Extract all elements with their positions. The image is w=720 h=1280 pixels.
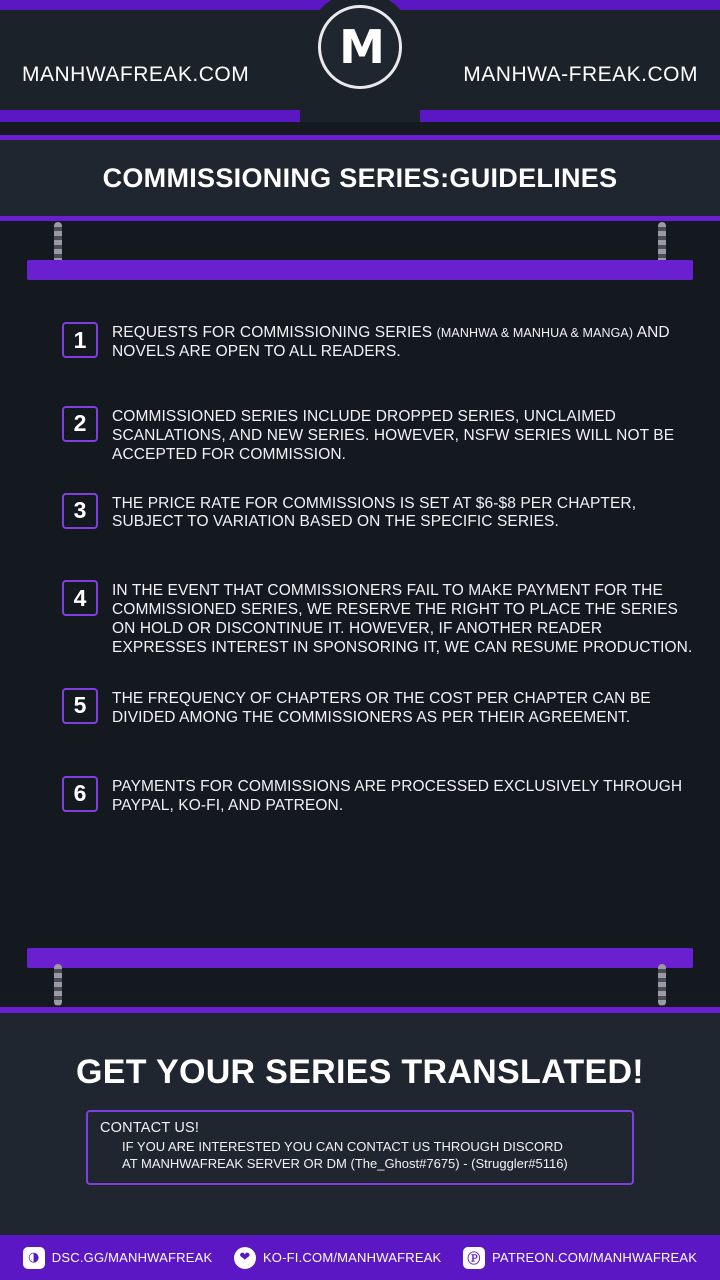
rule-text: THE FREQUENCY OF CHAPTERS OR THE COST PER CHAPTER CAN BE DIVIDED AMONG THE COMMISSIONERS AS PER THEIR AGREEMENT. [112, 689, 651, 726]
rules-list [62, 322, 708, 842]
rule-text: PAYMENTS FOR COMMISSIONS ARE PROCESSED EXCLUSIVELY THROUGH PAYPAL, KO-FI, AND PATREON. [112, 777, 683, 814]
rule-text [112, 322, 700, 362]
rule-text-part-2: AND NOVELS ARE OPEN TO ALL READERS. [112, 324, 670, 360]
rule-number: 1 [62, 322, 98, 358]
social-label-patreon: PATREON.COM/MANHWAFREAK [492, 1250, 698, 1265]
social-label-discord: DSC.GG/MANHWAFREAK [51, 1250, 213, 1265]
rule-number: 3 [62, 493, 98, 529]
list-item [62, 688, 708, 728]
divider-bar-top [27, 260, 693, 280]
social-link-patreon[interactable] [463, 1247, 697, 1269]
chain-bottom-right [658, 964, 666, 1006]
list-item [62, 776, 708, 816]
divider-bar-bottom [27, 948, 693, 968]
rule-text-part: REQUESTS FOR COMMISSIONING SERIES [112, 324, 437, 341]
rule-number: 4 [62, 580, 98, 616]
cta-title: GET YOUR SERIES TRANSLATED! [76, 1053, 644, 1091]
rule-number: 2 [62, 406, 98, 442]
list-item [62, 580, 708, 658]
list-item [62, 322, 708, 362]
contact-details [100, 1139, 620, 1173]
rule-text-note: (MANHWA & MANHUA & MANGA) [436, 326, 634, 340]
top-bar [0, 0, 720, 122]
discord-icon: ◑ [23, 1247, 45, 1269]
contact-box [86, 1110, 634, 1185]
logo-circle [318, 5, 402, 89]
list-item [62, 493, 708, 533]
contact-label: CONTACT US! [100, 1120, 200, 1136]
heading-band [0, 140, 720, 216]
site-name-left: MANHWAFREAK.COM [22, 63, 250, 86]
site-name-right: MANHWA-FREAK.COM [463, 63, 698, 86]
logo-notch [300, 110, 420, 122]
patreon-icon: Ⓟ [463, 1247, 485, 1269]
rule-number: 6 [62, 776, 98, 812]
rule-text: COMMISSIONED SERIES INCLUDE DROPPED SERIES, UNCLAIMED SCANLATIONS, AND NEW SERIES. HOWEVER, NSFW SERIES WILL NOT BE ACCEPTED FOR COMMISSION. [112, 407, 675, 463]
rule-text: IN THE EVENT THAT COMMISSIONERS FAIL TO MAKE PAYMENT FOR THE COMMISSIONED SERIES, WE RESERVE THE RIGHT TO PLACE THE SERIES ON HOLD OR DISCONTINUE IT. HOWEVER, IF ANOTHER READER EXPRESSES INTEREST IN SPONSORING IT, WE CAN RESUME PRODUCTION. [112, 582, 693, 657]
chain-bottom-left [54, 964, 62, 1006]
social-label-kofi: KO-FI.COM/MANHWAFREAK [262, 1250, 442, 1265]
rule-number: 5 [62, 688, 98, 724]
contact-line-2: AT MANHWAFREAK SERVER OR DM (The_Ghost#7675) - (Struggler#5116) [122, 1155, 568, 1171]
social-link-discord[interactable] [23, 1247, 213, 1269]
rule-text: THE PRICE RATE FOR COMMISSIONS IS SET AT $6-$8 PER CHAPTER, SUBJECT TO VARIATION BASED ON THE SPECIFIC SERIES. [112, 494, 637, 531]
chain-top-left [54, 222, 62, 264]
kofi-icon: ❤ [234, 1247, 256, 1269]
contact-line-1: IF YOU ARE INTERESTED YOU CAN CONTACT US THROUGH DISCORD [122, 1139, 563, 1154]
logo-mark: M [339, 20, 381, 74]
social-link-kofi[interactable] [234, 1247, 442, 1269]
top-bar-underline [0, 110, 720, 122]
page-title: COMMISSIONING SERIES:GUIDELINES [102, 162, 618, 193]
chain-top-right [658, 222, 666, 264]
social-bar [0, 1235, 720, 1280]
list-item [62, 406, 708, 465]
